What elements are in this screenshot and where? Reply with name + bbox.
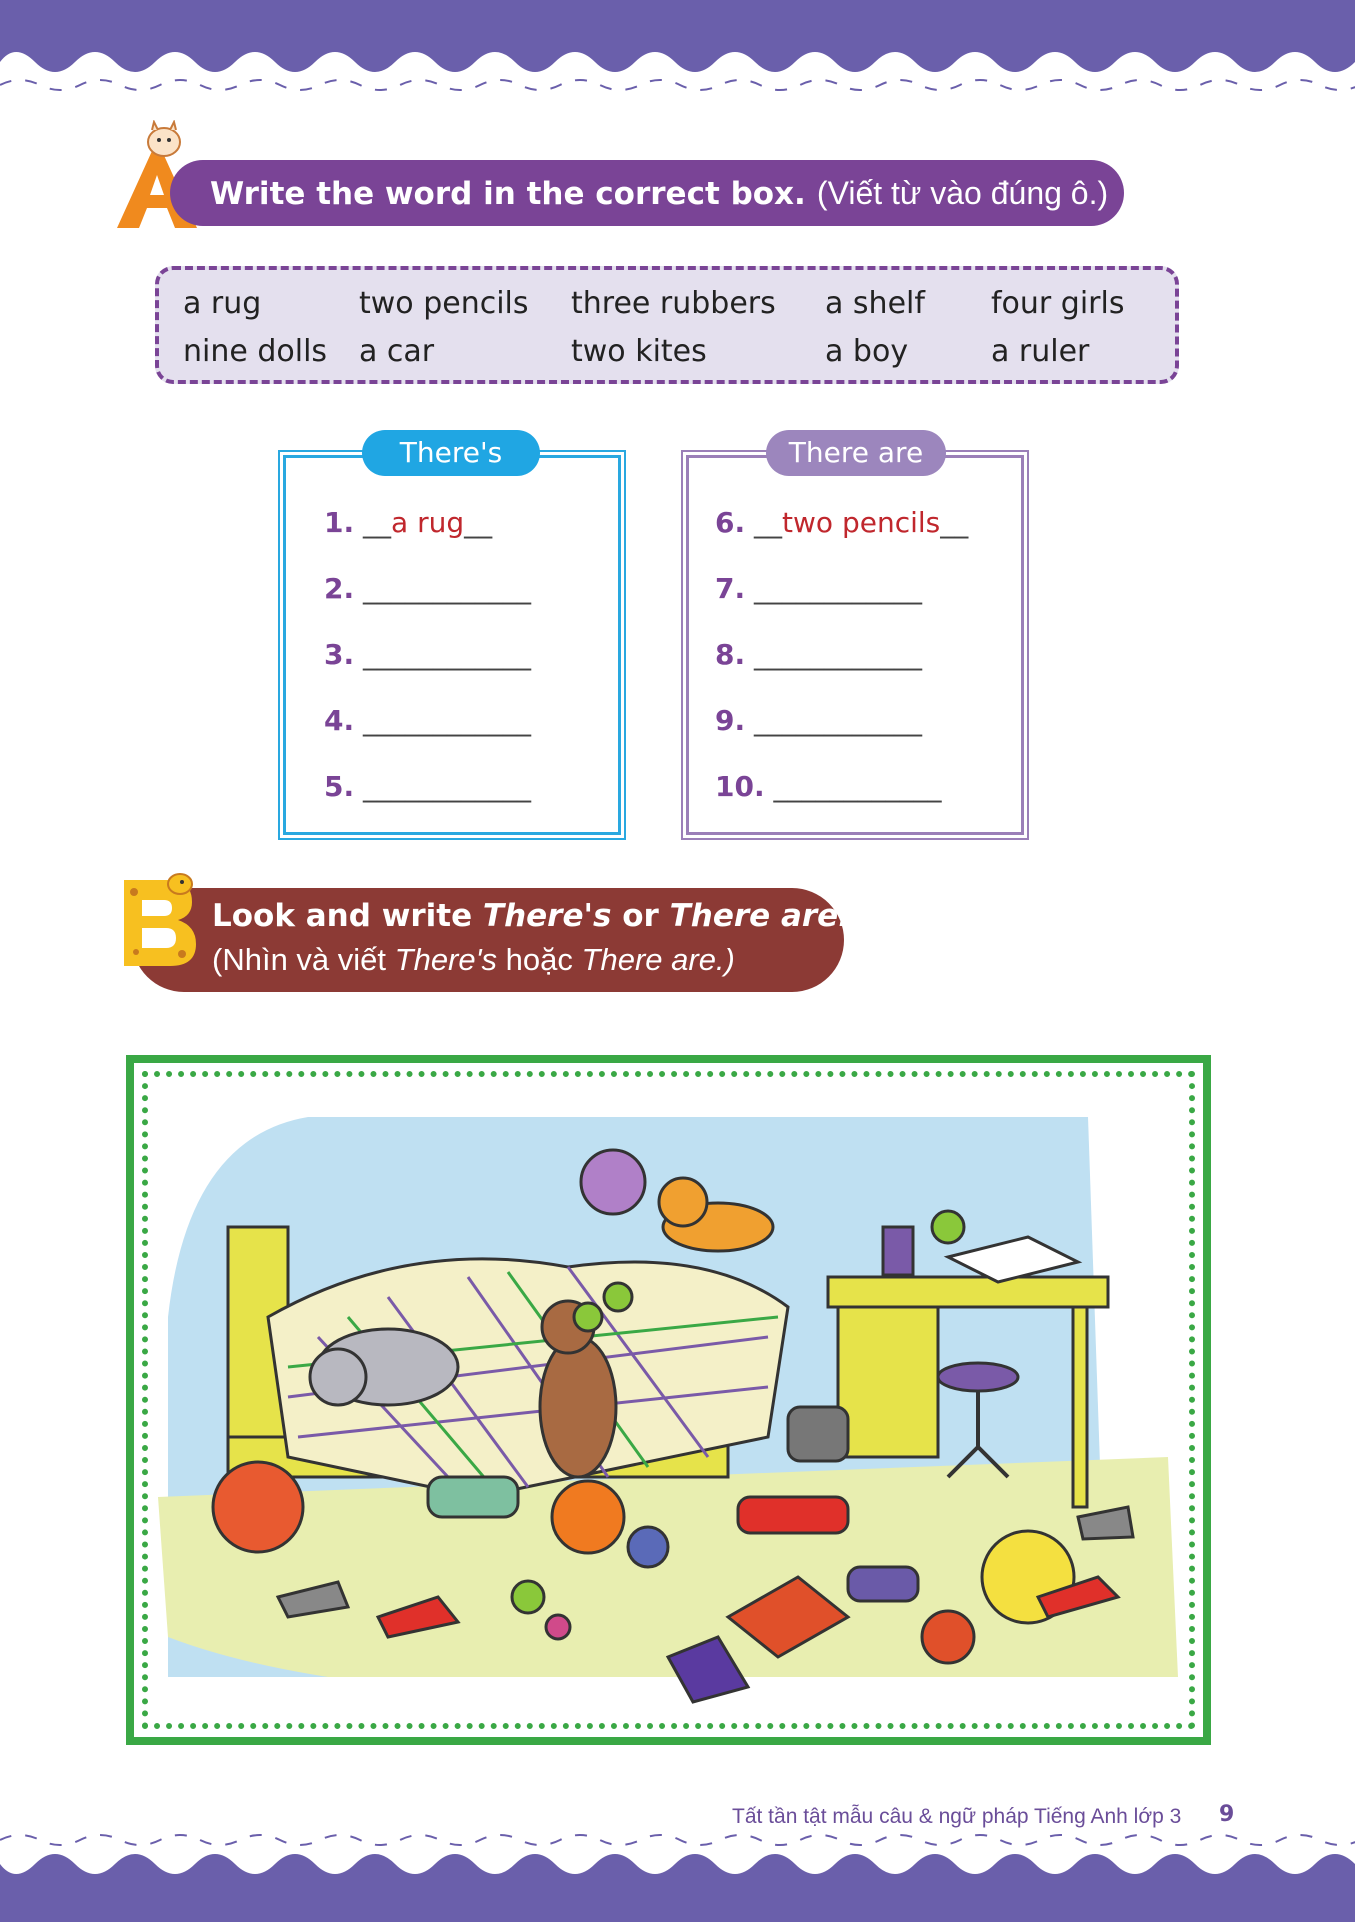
title-part: There's: [482, 898, 612, 934]
section-b-title: [212, 898, 850, 934]
subtitle-part: (Nhìn và viết: [212, 942, 387, 977]
subtitle-part: There's: [394, 942, 498, 977]
there-are-answer-box: [686, 436, 1024, 835]
title-part: Look and write: [212, 898, 473, 934]
book-title-footer: Tất tần tật mẫu câu & ngữ pháp Tiếng Anh lớp 3: [732, 1805, 1182, 1828]
item-number: 9.: [715, 704, 746, 737]
item-number: 7.: [715, 572, 746, 605]
there-are-label: There are: [766, 430, 946, 476]
answer-line-8[interactable]: 8. ____________: [715, 638, 923, 671]
section-a-subtitle: (Viết từ vào đúng ô.): [816, 175, 1109, 211]
word-item: a rug: [183, 286, 262, 321]
item-number: 8.: [715, 638, 746, 671]
answer-line-10[interactable]: 10. ____________: [715, 770, 942, 803]
item-number: 6.: [715, 506, 746, 539]
page-number: 9: [1219, 1802, 1235, 1827]
answer-line-1[interactable]: 1. __a rug__: [324, 506, 493, 539]
word-item: a boy: [825, 334, 909, 369]
answer-line-9[interactable]: 9. ____________: [715, 704, 923, 737]
word-item: a ruler: [991, 334, 1090, 369]
answer-line-7[interactable]: 7. ____________: [715, 572, 923, 605]
top-decorative-band: [0, 0, 1355, 110]
word-item: nine dolls: [183, 334, 328, 369]
word-item: three rubbers: [571, 286, 776, 321]
answer-line-4[interactable]: 4. ____________: [324, 704, 532, 737]
section-b-header: [132, 888, 850, 992]
answer-text: a rug: [391, 506, 465, 539]
word-item: a shelf: [825, 286, 925, 321]
item-number: 1.: [324, 506, 355, 539]
word-bank: [155, 266, 1179, 384]
word-item: two pencils: [359, 286, 529, 321]
title-part: or: [622, 898, 659, 934]
word-item: two kites: [571, 334, 707, 369]
theres-answer-box: [283, 436, 621, 835]
answer-line-2[interactable]: 2. ____________: [324, 572, 532, 605]
item-number: 5.: [324, 770, 355, 803]
word-item: four girls: [991, 286, 1125, 321]
illustration-frame: [126, 1055, 1211, 1745]
section-a-header: [170, 160, 1124, 226]
answer-text: two pencils: [782, 506, 941, 539]
item-number: 10.: [715, 770, 765, 803]
section-a-title: Write the word in the correct box.: [210, 176, 806, 212]
section-b-subtitle: [212, 942, 735, 978]
word-item: a car: [359, 334, 435, 369]
item-number: 4.: [324, 704, 355, 737]
item-number: 3.: [324, 638, 355, 671]
item-number: 2.: [324, 572, 355, 605]
theres-label: There's: [362, 430, 540, 476]
answer-line-6[interactable]: 6. __two pencils__: [715, 506, 969, 539]
messy-bedroom-illustration: [148, 1077, 1189, 1723]
subtitle-part: hoặc: [505, 942, 573, 977]
answer-line-3[interactable]: 3. ____________: [324, 638, 532, 671]
answer-line-5[interactable]: 5. ____________: [324, 770, 532, 803]
subtitle-part: There are.): [581, 942, 735, 977]
letter-b-giraffe-icon: [116, 870, 200, 970]
title-part: There are.: [669, 898, 850, 934]
